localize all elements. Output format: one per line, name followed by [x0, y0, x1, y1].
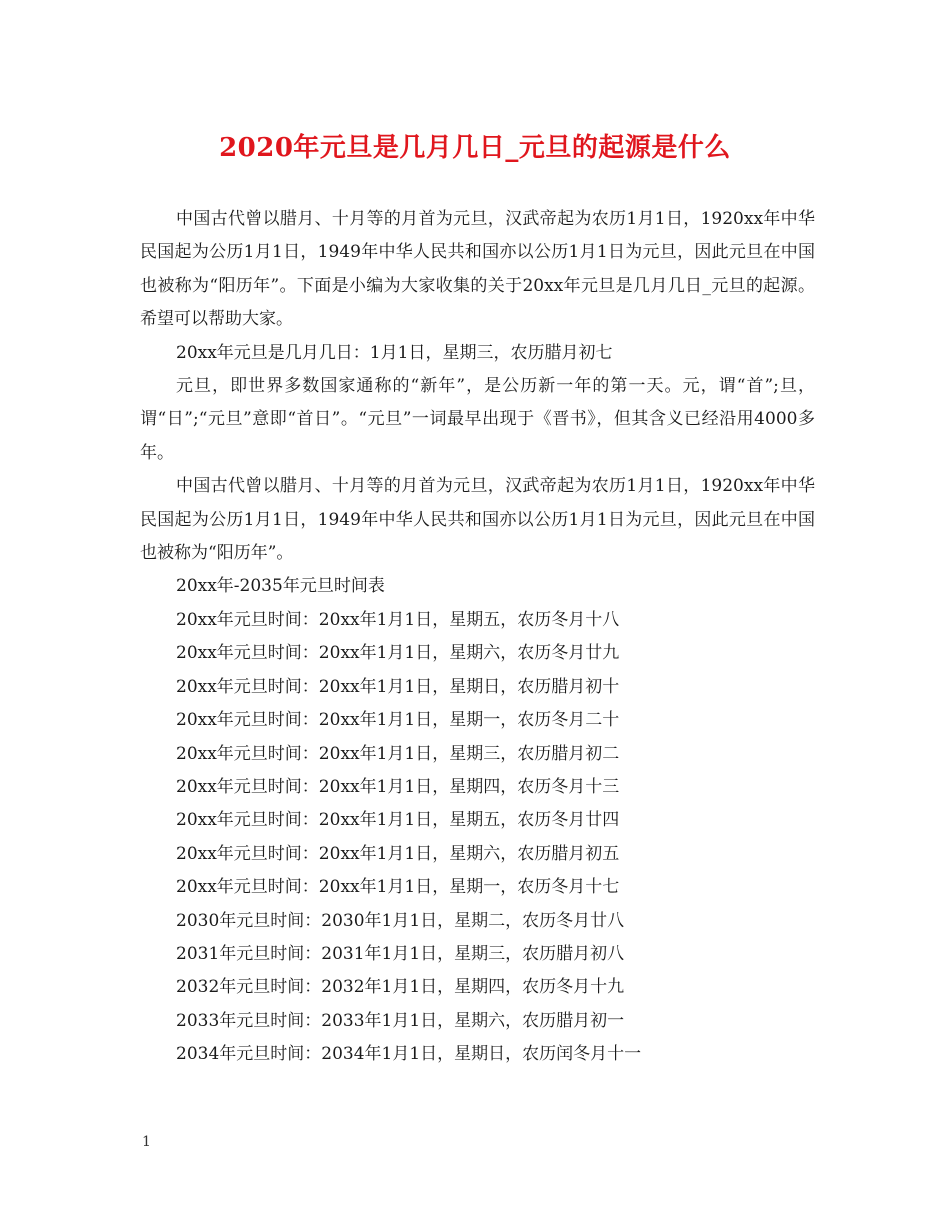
schedule-line: 20xx年元旦时间：20xx年1月1日，星期三，农历腊月初二: [176, 743, 620, 764]
schedule-line: 20xx年元旦时间：20xx年1月1日，星期四，农历冬月十三: [176, 776, 620, 797]
schedule-line: 2032年元旦时间：2032年1月1日，星期四，农历冬月十九: [176, 977, 625, 998]
schedule-line: 20xx年元旦时间：20xx年1月1日，星期一，农历冬月二十: [176, 710, 620, 731]
schedule-line: 20xx年元旦时间：20xx年1月1日，星期六，农历冬月廿九: [176, 643, 620, 664]
schedule-line: 2031年元旦时间：2031年1月1日，星期三，农历腊月初八: [176, 943, 625, 964]
schedule-line: 20xx年元旦时间：20xx年1月1日，星期六，农历腊月初五: [176, 843, 620, 864]
page-number: 1: [142, 1134, 151, 1150]
schedule-line: 2030年元旦时间：2030年1月1日，星期二，农历冬月廿八: [176, 910, 625, 931]
schedule-heading: 20xx年-2035年元旦时间表: [176, 576, 385, 597]
date-answer-line: 20xx年元旦是几月几日：1月1日，星期三，农历腊月初七: [176, 342, 613, 363]
page-title: 2020年元旦是几月几日_元旦的起源是什么: [219, 133, 731, 163]
schedule-line: 2034年元旦时间：2034年1月1日，星期日，农历闰冬月十一: [176, 1044, 642, 1065]
schedule-line: 20xx年元旦时间：20xx年1月1日，星期日，农历腊月初十: [176, 676, 620, 697]
history-paragraph: 中国古代曾以腊月、十月等的月首为元旦，汉武帝起为农历1月1日，1920xx年中华民国起为公历1月1日，1949年中华人民共和国亦以公历1月1日为元旦，因此元旦在中国也被称为“阳历年”。: [140, 476, 815, 564]
schedule-line: 20xx年元旦时间：20xx年1月1日，星期五，农历冬月十八: [176, 609, 620, 630]
schedule-line: 20xx年元旦时间：20xx年1月1日，星期五，农历冬月廿四: [176, 810, 620, 831]
definition-paragraph: 元旦，即世界多数国家通称的“新年”，是公历新一年的第一天。元，谓“首”;旦，谓“日”;“元旦”意即“首日”。“元旦”一词最早出现于《晋书》，但其含义已经沿用4000多年。: [140, 376, 815, 463]
schedule-line: 2033年元旦时间：2033年1月1日，星期六，农历腊月初一: [176, 1010, 625, 1031]
article-body: [140, 203, 815, 1072]
schedule-line: 20xx年元旦时间：20xx年1月1日，星期一，农历冬月十七: [176, 877, 620, 898]
intro-paragraph: 中国古代曾以腊月、十月等的月首为元旦，汉武帝起为农历1月1日，1920xx年中华民国起为公历1月1日，1949年中华人民共和国亦以公历1月1日为元旦，因此元旦在中国也被称为“阳历年”。下面是小编为大家收集的关于20xx年元旦是几月几日_元旦的起源。希望可以帮助大家。: [140, 209, 815, 330]
